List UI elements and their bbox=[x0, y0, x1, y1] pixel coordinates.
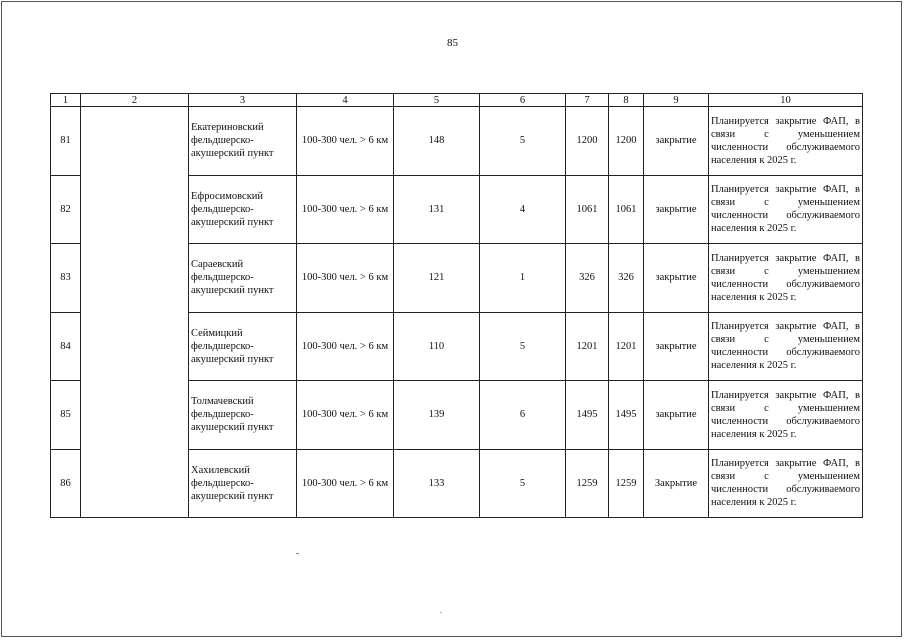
population-range: 100-300 чел. > 6 км bbox=[297, 381, 394, 450]
column-header-10: 10 bbox=[709, 94, 863, 107]
planned-action: закрытие bbox=[644, 175, 709, 244]
row-number: 85 bbox=[51, 381, 81, 450]
column-header-2: 2 bbox=[81, 94, 189, 107]
column-header-8: 8 bbox=[609, 94, 644, 107]
facility-name bbox=[189, 449, 297, 518]
facility-name bbox=[189, 175, 297, 244]
facility-name bbox=[189, 244, 297, 313]
facility-name bbox=[189, 381, 297, 450]
facility-name-text: Толмачевский фельдшерско-акушерский пункт bbox=[191, 396, 274, 434]
note-text: Планируется закрытие ФАП, в связи с уменьшением численности обслуживаемого населения к 2025 г. bbox=[709, 175, 863, 244]
facility-name-text: Хахилевский фельдшерско-акушерский пункт bbox=[191, 464, 274, 502]
row-number: 83 bbox=[51, 244, 81, 313]
facility-name bbox=[189, 107, 297, 176]
value-col-8: 326 bbox=[609, 244, 644, 313]
value-col-8: 1259 bbox=[609, 449, 644, 518]
value-col-5: 148 bbox=[394, 107, 480, 176]
row-number: 81 bbox=[51, 107, 81, 176]
population-range: 100-300 чел. > 6 км bbox=[297, 244, 394, 313]
planned-action: закрытие bbox=[644, 107, 709, 176]
value-col-8: 1201 bbox=[609, 312, 644, 381]
value-col-6: 5 bbox=[480, 449, 566, 518]
district-cell bbox=[81, 107, 189, 518]
value-col-7: 1495 bbox=[566, 381, 609, 450]
note-text: Планируется закрытие ФАП, в связи с уменьшением численности обслуживаемого населения к 2025 г. bbox=[709, 244, 863, 313]
value-col-5: 133 bbox=[394, 449, 480, 518]
planned-action: закрытие bbox=[644, 312, 709, 381]
column-header-3: 3 bbox=[189, 94, 297, 107]
table-row bbox=[51, 107, 863, 176]
value-col-5: 131 bbox=[394, 175, 480, 244]
facility-name-text: Сараевский фельдшерско-акушерский пункт bbox=[191, 259, 274, 297]
value-col-5: 139 bbox=[394, 381, 480, 450]
table-body bbox=[51, 107, 863, 518]
data-table bbox=[50, 93, 863, 518]
scan-speck bbox=[440, 612, 442, 613]
column-header-6: 6 bbox=[480, 94, 566, 107]
value-col-7: 1201 bbox=[566, 312, 609, 381]
facility-name-text: Ефросимовский фельдшерско-акушерский пункт bbox=[191, 190, 274, 228]
population-range: 100-300 чел. > 6 км bbox=[297, 449, 394, 518]
note-text: Планируется закрытие ФАП, в связи с уменьшением численности обслуживаемого населения к 2025 г. bbox=[709, 381, 863, 450]
value-col-8: 1495 bbox=[609, 381, 644, 450]
row-number: 86 bbox=[51, 449, 81, 518]
column-header-9: 9 bbox=[644, 94, 709, 107]
value-col-6: 1 bbox=[480, 244, 566, 313]
column-header-5: 5 bbox=[394, 94, 480, 107]
facility-name bbox=[189, 312, 297, 381]
facility-name-text: Екатериновский фельдшерско-акушерский пункт bbox=[191, 122, 274, 160]
value-col-7: 1200 bbox=[566, 107, 609, 176]
planned-action: Закрытие bbox=[644, 449, 709, 518]
table-header-row bbox=[51, 94, 863, 107]
population-range: 100-300 чел. > 6 км bbox=[297, 175, 394, 244]
value-col-6: 5 bbox=[480, 312, 566, 381]
note-text: Планируется закрытие ФАП, в связи с уменьшением численности обслуживаемого населения к 2025 г. bbox=[709, 107, 863, 176]
value-col-5: 110 bbox=[394, 312, 480, 381]
row-number: 84 bbox=[51, 312, 81, 381]
row-number: 82 bbox=[51, 175, 81, 244]
planned-action: закрытие bbox=[644, 244, 709, 313]
value-col-6: 5 bbox=[480, 107, 566, 176]
column-header-1: 1 bbox=[51, 94, 81, 107]
scan-speck bbox=[296, 553, 299, 554]
column-header-4: 4 bbox=[297, 94, 394, 107]
population-range: 100-300 чел. > 6 км bbox=[297, 312, 394, 381]
value-col-7: 326 bbox=[566, 244, 609, 313]
facility-name-text: Сеймицкий фельдшерско-акушерский пункт bbox=[191, 327, 274, 365]
note-text: Планируется закрытие ФАП, в связи с уменьшением численности обслуживаемого населения к 2025 г. bbox=[709, 449, 863, 518]
planned-action: закрытие bbox=[644, 381, 709, 450]
value-col-7: 1259 bbox=[566, 449, 609, 518]
value-col-5: 121 bbox=[394, 244, 480, 313]
note-text: Планируется закрытие ФАП, в связи с уменьшением численности обслуживаемого населения к 2025 г. bbox=[709, 312, 863, 381]
value-col-6: 6 bbox=[480, 381, 566, 450]
page-number: 85 bbox=[447, 37, 458, 49]
value-col-8: 1200 bbox=[609, 107, 644, 176]
value-col-8: 1061 bbox=[609, 175, 644, 244]
value-col-6: 4 bbox=[480, 175, 566, 244]
value-col-7: 1061 bbox=[566, 175, 609, 244]
column-header-7: 7 bbox=[566, 94, 609, 107]
population-range: 100-300 чел. > 6 км bbox=[297, 107, 394, 176]
